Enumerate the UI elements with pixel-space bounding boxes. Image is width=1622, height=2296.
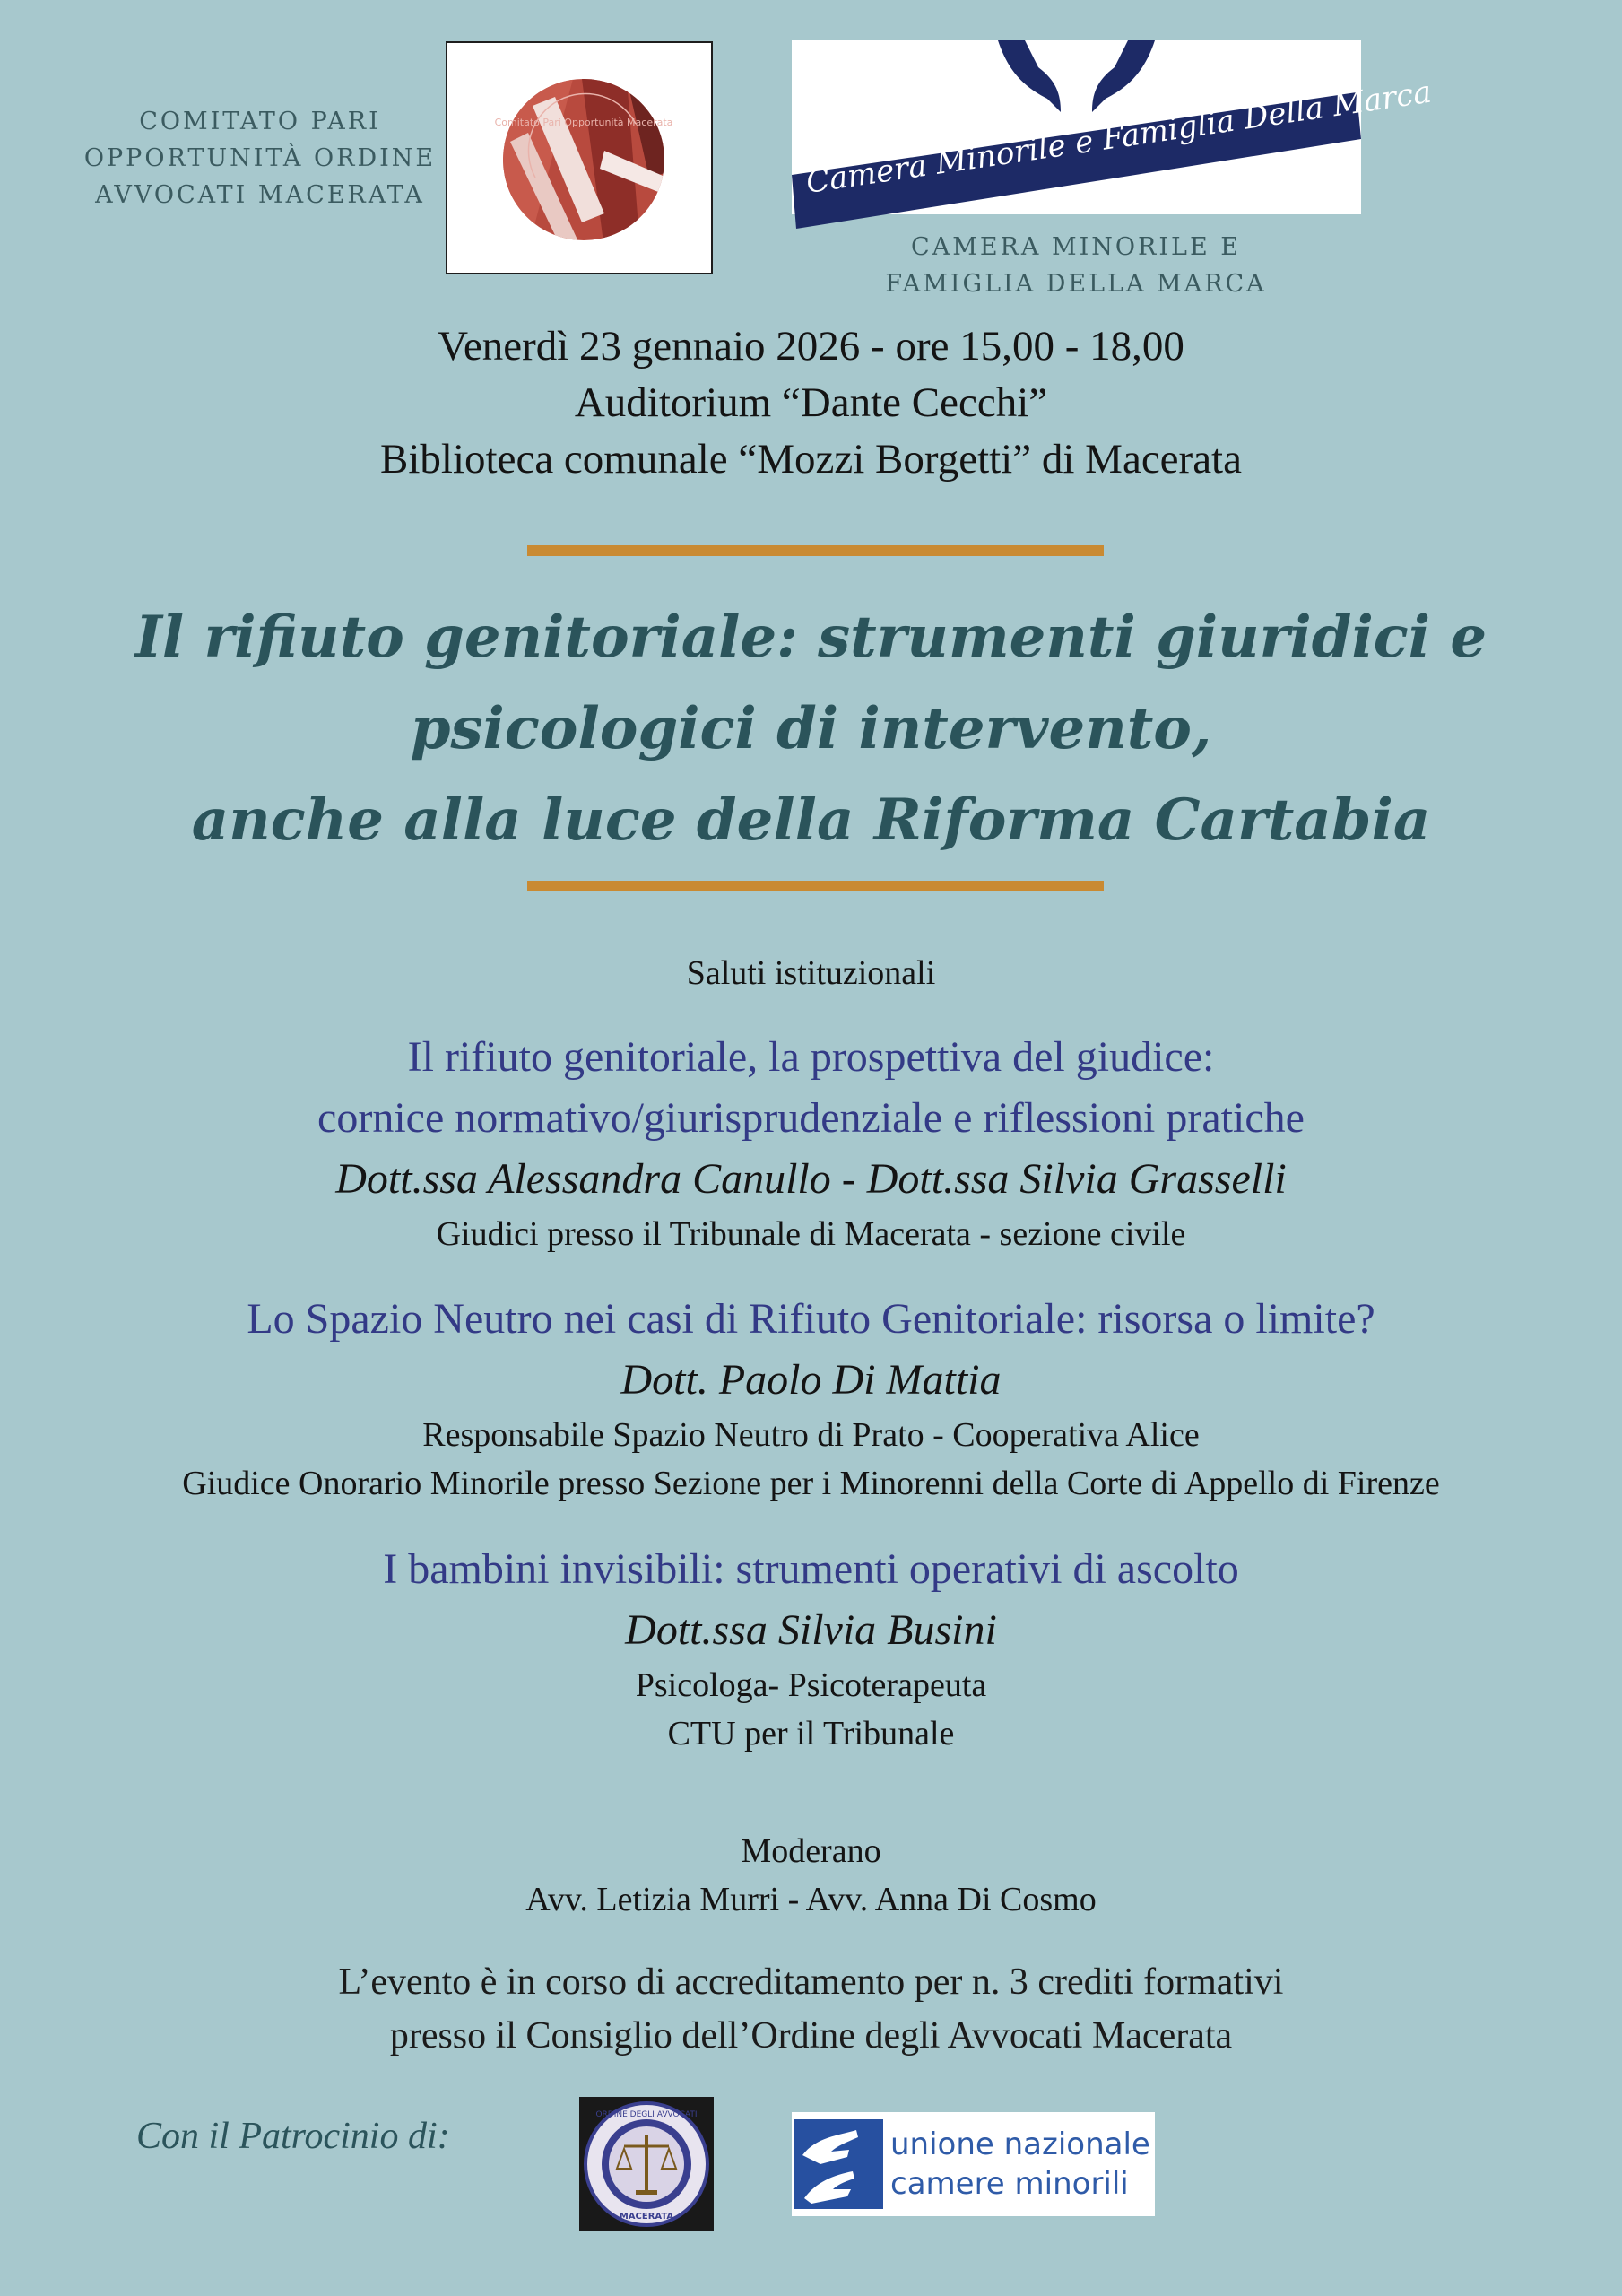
moderators-names: Avv. Letizia Murri - Avv. Anna Di Cosmo (525, 1881, 1097, 1918)
talk-title: cornice normativo/giurisprudenziale e riflessioni pratiche (317, 1094, 1305, 1142)
talk-title: Il rifiuto genitoriale, la prospettiva del giudice: (407, 1033, 1215, 1081)
speaker-name: Dott.ssa Silvia Busini (625, 1606, 997, 1654)
event-venue: Auditorium “Dante Cecchi” (574, 379, 1048, 426)
patronage-label: Con il Patrocinio di: (136, 2116, 450, 2157)
logo-curved-text: Comitato Pari Opportunità Macerata (494, 117, 673, 128)
unione-text: unione nazionale camere minorili (890, 2126, 1150, 2202)
talk-title: I bambini invisibili: strumenti operativi di ascolto (383, 1545, 1239, 1593)
saluti-istituzionali: Saluti istituzionali (686, 954, 936, 992)
accreditation-note: L’evento è in corso di accreditamento per n. 3 crediti formativi presso il Consiglio dell’Ordine degli Avvocati Macerata (338, 1961, 1284, 2057)
moderators (0, 1827, 1622, 1924)
right-organization-name: CAMERA MINORILE E FAMIGLIA DELLA MARCA (885, 233, 1267, 298)
top-divider (527, 545, 1104, 556)
broken-circle-logo-icon (447, 43, 711, 273)
svg-text:MACERATA: MACERATA (619, 2212, 674, 2222)
pari-opportunita-logo (446, 41, 713, 274)
ordine-avvocati-logo (579, 2097, 714, 2231)
scales-of-justice-icon (579, 2097, 714, 2231)
left-organization-name: COMITATO PARI OPPORTUNITÀ ORDINE AVVOCATI MACERATA (83, 108, 437, 209)
speaker-name: Dott.ssa Alessandra Canullo - Dott.ssa Silvia Grasselli (335, 1155, 1287, 1203)
banner-text: Camera Minorile e Famiglia Della Marca (803, 74, 1434, 201)
speaker-role: Psicologa- Psicoterapeuta (635, 1666, 987, 1704)
speaker-role: Giudice Onorario Minorile presso Sezione per i Minorenni della Corte di Appello di Firenze (182, 1465, 1440, 1502)
event-info (0, 318, 1622, 488)
hands-icon (794, 2119, 883, 2209)
talk-1 (0, 1027, 1622, 1258)
talk-title: Lo Spazio Neutro nei casi di Rifiuto Genitoriale: risorsa o limite? (247, 1295, 1375, 1343)
moderators-label: Moderano (741, 1832, 881, 1870)
speaker-role: Responsabile Spazio Neutro di Prato - Cooperativa Alice (422, 1416, 1200, 1454)
speaker-role: Giudici presso il Tribunale di Macerata - sezione civile (436, 1215, 1186, 1253)
page-title: Il rifiuto genitoriale: strumenti giuridici e psicologici di intervento, anche alla luce della Riforma Cartabia (134, 604, 1488, 854)
talk-3 (0, 1539, 1622, 1758)
event-library: Biblioteca comunale “Mozzi Borgetti” di Macerata (380, 436, 1242, 483)
unione-camere-minorili-logo (792, 2112, 1155, 2216)
event-date: Venerdì 23 gennaio 2026 - ore 15,00 - 18,00 (438, 323, 1184, 370)
camera-minorile-banner (792, 40, 1434, 214)
right-hand-icon (1092, 40, 1155, 112)
speaker-name: Dott. Paolo Di Mattia (620, 1356, 1002, 1404)
svg-text:ORDINE DEGLI AVVOCATI: ORDINE DEGLI AVVOCATI (595, 2110, 698, 2119)
talk-2 (0, 1289, 1622, 1508)
bottom-divider (527, 881, 1104, 891)
speaker-role: CTU per il Tribunale (667, 1715, 955, 1752)
left-hand-icon (998, 40, 1061, 112)
